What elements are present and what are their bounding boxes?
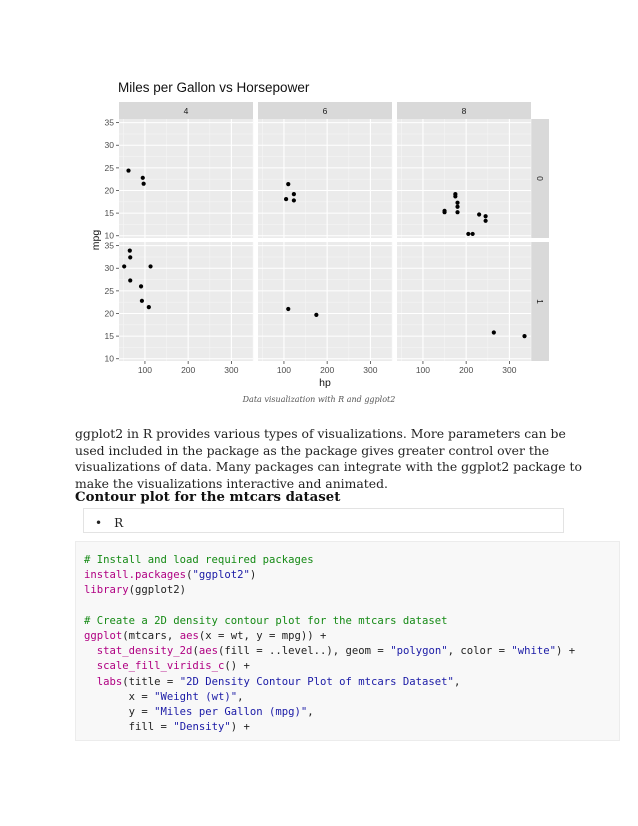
code-plain: , xyxy=(453,675,461,688)
bullet-marker: • xyxy=(95,516,103,530)
section-heading: Contour plot for the mtcars dataset xyxy=(75,490,341,505)
x-axis-label: hp xyxy=(319,377,331,389)
x-tick-label: 300 xyxy=(363,365,378,375)
data-point xyxy=(522,334,526,338)
code-string: "Miles per Gallon (mpg)" xyxy=(154,706,308,719)
data-point xyxy=(455,201,459,205)
code-function: labs xyxy=(96,675,123,688)
data-point xyxy=(484,214,488,218)
data-point xyxy=(455,210,459,214)
code-comment: # Install and load required packages xyxy=(84,554,314,566)
code-string: "2D Density Contour Plot of mtcars Dataset" xyxy=(179,675,454,688)
code-plain: (mtcars, xyxy=(122,630,180,643)
language-tab-box xyxy=(83,508,564,533)
data-point xyxy=(141,176,145,180)
code-plain: (fill = ..level..), geom = xyxy=(217,645,391,658)
facet-strip-label: 8 xyxy=(461,106,467,116)
data-point xyxy=(128,278,132,282)
paragraph-line: visualizations of data. Many packages can integrate with the ggplot2 package to xyxy=(75,459,582,475)
code-plain: (x = wt, y = mpg)) + xyxy=(198,630,327,643)
code-string: "Density" xyxy=(173,721,231,734)
panel-background xyxy=(397,242,531,361)
code-string: "polygon" xyxy=(390,645,448,658)
y-tick-label: 35 xyxy=(104,240,114,251)
x-tick-label: 300 xyxy=(224,365,239,375)
data-point xyxy=(139,284,143,288)
data-point xyxy=(453,192,457,196)
data-point xyxy=(292,192,296,196)
data-point xyxy=(314,313,318,317)
y-tick-label: 25 xyxy=(104,162,114,173)
y-tick-label: 30 xyxy=(104,263,114,274)
code-function: stat_density_2d xyxy=(96,645,193,658)
data-point xyxy=(140,299,144,303)
x-tick-label: 300 xyxy=(502,365,517,375)
data-point xyxy=(128,248,132,252)
language-label: R xyxy=(114,516,124,530)
code-plain: ( xyxy=(192,645,199,658)
paragraph-line: used included in the package as the package gives greater control over the xyxy=(75,442,550,458)
code-plain: ) + xyxy=(230,721,250,734)
data-point xyxy=(466,232,470,236)
facet-strip-label: 1 xyxy=(535,299,545,304)
data-point xyxy=(286,307,290,311)
paragraph-line: ggplot2 in R provides various types of visualizations. More parameters can be xyxy=(75,426,566,441)
data-point xyxy=(492,330,496,334)
code-plain: (ggplot2) xyxy=(128,584,187,597)
code-comment: # Create a 2D density contour plot for the mtcars dataset xyxy=(84,614,448,627)
code-plain: , xyxy=(307,706,314,719)
data-point xyxy=(128,255,132,259)
y-axis-label: mpg xyxy=(90,229,102,251)
data-point xyxy=(484,219,488,223)
code-plain: x = xyxy=(128,690,155,703)
code-plain: ) xyxy=(249,569,257,582)
code-function: ggplot xyxy=(84,630,123,643)
data-point xyxy=(284,197,288,201)
data-point xyxy=(471,232,475,236)
panel-background xyxy=(119,242,253,361)
y-tick-label: 20 xyxy=(104,185,114,196)
y-tick-label: 20 xyxy=(104,308,114,319)
x-tick-label: 200 xyxy=(181,365,196,375)
data-point xyxy=(148,264,152,268)
code-string: "ggplot2" xyxy=(192,569,250,582)
y-tick-label: 25 xyxy=(104,285,114,296)
code-plain: , xyxy=(237,690,244,703)
x-tick-label: 200 xyxy=(320,365,335,375)
code-plain: ) + xyxy=(556,645,576,658)
code-string: "Weight (wt)" xyxy=(154,690,238,703)
code-plain: fill = xyxy=(128,721,174,734)
x-tick-label: 200 xyxy=(459,365,474,375)
facet-strip-label: 4 xyxy=(183,106,189,116)
code-string: "white" xyxy=(511,645,557,658)
facet-strip-label: 0 xyxy=(535,176,545,181)
data-point xyxy=(442,210,446,214)
code-plain: y = xyxy=(128,706,155,719)
language-bullet xyxy=(95,516,123,530)
data-point xyxy=(142,182,146,186)
code-plain: (title = xyxy=(122,675,180,688)
x-tick-label: 100 xyxy=(415,365,431,375)
paragraph-line: make the visualizations interactive and animated. xyxy=(75,476,388,492)
panel-background xyxy=(397,119,531,238)
chart-title: Miles per Gallon vs Horsepower xyxy=(118,80,310,95)
figure-caption: Data visualization with R and ggplot2 xyxy=(242,395,396,404)
code-function: aes xyxy=(179,630,199,643)
code-function: scale_fill_viridis_c xyxy=(96,660,225,673)
x-tick-label: 100 xyxy=(276,365,292,375)
data-point xyxy=(147,305,151,309)
data-point xyxy=(122,264,126,268)
data-point xyxy=(477,212,481,216)
y-tick-label: 35 xyxy=(104,117,114,128)
data-point xyxy=(126,168,130,172)
y-tick-label: 30 xyxy=(104,140,114,151)
code-plain: () + xyxy=(224,660,250,673)
code-plain: , color = xyxy=(447,645,512,658)
data-point xyxy=(286,182,290,186)
faceted-scatter-chart xyxy=(0,0,638,400)
y-tick-label: 10 xyxy=(104,230,114,241)
y-tick-label: 10 xyxy=(104,353,114,364)
facet-strip-label: 6 xyxy=(322,106,328,116)
data-point xyxy=(292,198,296,202)
y-tick-label: 15 xyxy=(104,208,114,219)
data-point xyxy=(455,205,459,209)
code-plain: ( xyxy=(186,569,193,582)
panel-background xyxy=(258,242,392,361)
code-function: aes xyxy=(198,645,218,658)
code-function: library xyxy=(84,584,129,597)
x-tick-label: 100 xyxy=(137,365,153,375)
body-paragraph xyxy=(75,426,582,493)
panel-background xyxy=(258,119,392,238)
code-function: install.packages xyxy=(84,569,187,582)
panel-background xyxy=(119,119,253,238)
code-text xyxy=(84,553,575,735)
y-tick-label: 15 xyxy=(104,331,114,342)
